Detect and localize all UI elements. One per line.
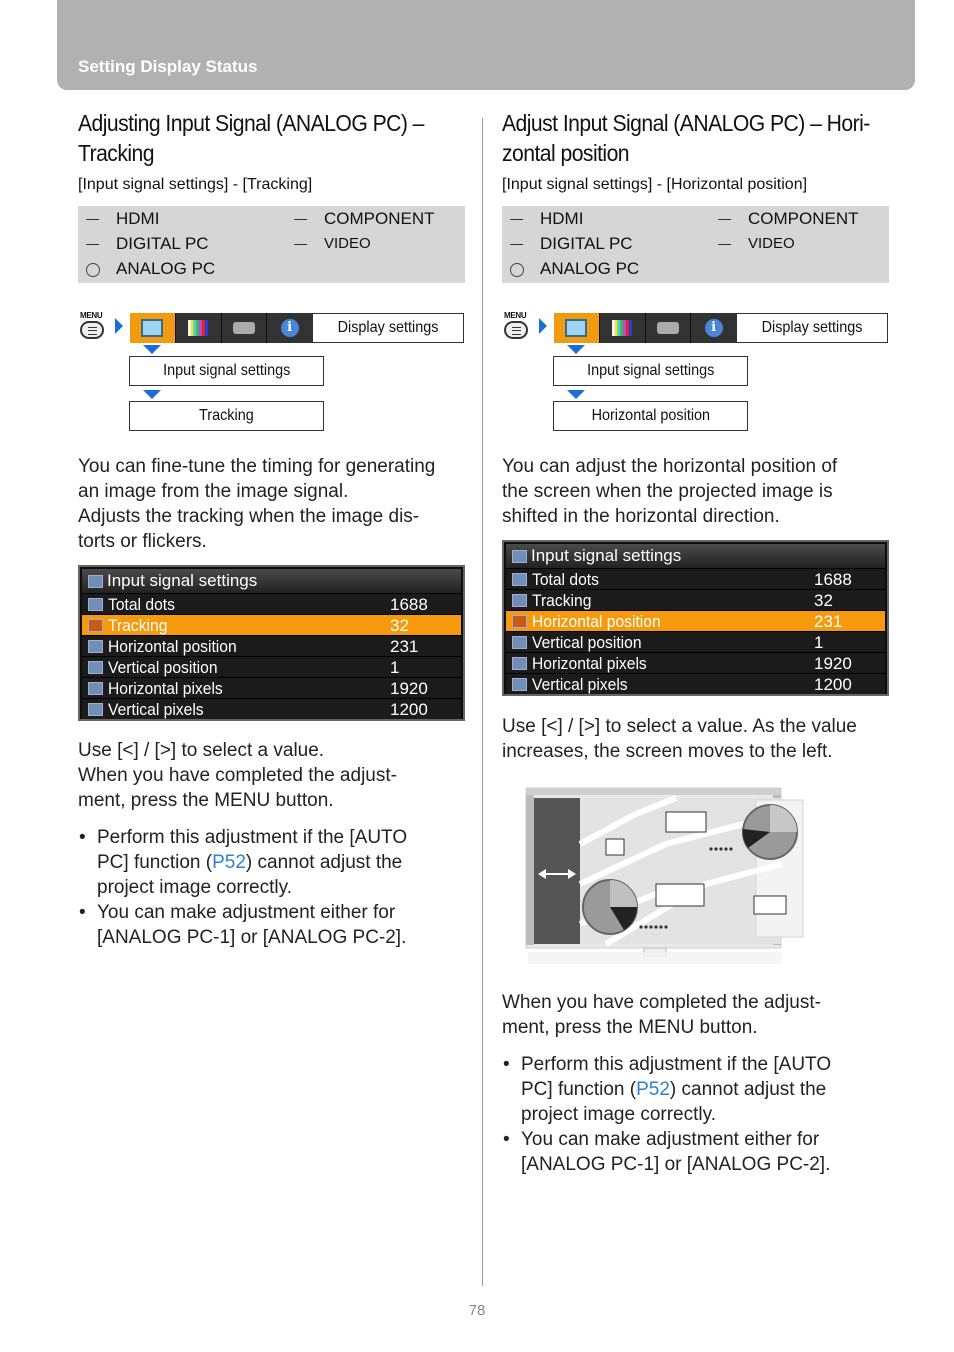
row-icon <box>88 619 103 632</box>
display-settings-label: Display settings <box>312 313 464 343</box>
notes-list <box>78 825 465 950</box>
menu-path: [Input signal settings] - [Tracking] <box>78 176 313 193</box>
tab-display-settings <box>130 313 176 343</box>
color-bars-icon <box>612 320 632 336</box>
row-icon <box>88 703 103 716</box>
arrow-right-icon <box>115 318 123 334</box>
row-icon <box>512 594 527 607</box>
tab-information <box>267 313 313 343</box>
tab-display-settings <box>554 313 600 343</box>
row-icon <box>88 682 103 695</box>
tab-image-adjustment <box>176 313 222 343</box>
osd-title: Input signal settings <box>82 569 461 593</box>
notes-list <box>502 1052 889 1177</box>
input-signal-settings-label: Input signal settings <box>553 356 748 386</box>
page-number: 78 <box>468 1302 486 1319</box>
right-heading <box>502 108 888 168</box>
right-column <box>502 108 889 1177</box>
projector-icon <box>233 322 255 334</box>
use-value-paragraph: Use [<] / [>] to select a value. As the value increases, the screen moves to the left. <box>502 716 857 762</box>
info-icon: i <box>281 319 299 337</box>
osd-row: Vertical pixels 1200 <box>506 673 885 694</box>
osd-input-signal-settings <box>78 565 465 721</box>
menu-button-name: MENU <box>214 790 271 811</box>
intro-paragraph: You can adjust the horizontal position of the screen when the projected image is shifted in the horizontal direction. <box>502 456 838 527</box>
osd-row: Horizontal pixels 1920 <box>506 652 885 673</box>
tab-install-settings <box>222 313 268 343</box>
menu-navigation-diagram <box>78 283 465 433</box>
menu-navigation-diagram <box>502 283 889 433</box>
osd-row: Vertical pixels 1200 <box>82 698 461 719</box>
heading-line: Tracking <box>78 140 154 166</box>
info-icon: i <box>705 319 723 337</box>
header-bar <box>57 0 915 90</box>
section-title: Setting Display Status <box>78 57 258 76</box>
row-icon <box>512 636 527 649</box>
instruction-paragraph: Use [<] / [>] to select a value. When you have completed the adjust- ment, press the MENU button. <box>78 740 397 811</box>
row-icon <box>512 615 527 628</box>
menu-button-icon: MENU <box>502 311 530 341</box>
osd-title: Input signal settings <box>506 544 885 568</box>
projector-icon <box>657 322 679 334</box>
note-item: • You can make adjustment either for [ANALOG PC-1] or [ANALOG PC-2]. <box>502 1127 889 1177</box>
monitor-icon <box>141 319 163 337</box>
menu-tab-strip <box>130 313 313 343</box>
tab-image-adjustment <box>600 313 646 343</box>
heading-line: Adjust Input Signal (ANALOG PC) – Hori- <box>502 110 870 136</box>
osd-row: Vertical position 1 <box>506 631 885 652</box>
arrow-down-icon <box>567 390 585 399</box>
horizontal-position-label: Horizontal position <box>553 401 748 431</box>
signal-availability-box: HDMI DIGITAL PC ANALOG PC COMPONENT VIDEO <box>502 206 889 283</box>
color-bars-icon <box>188 320 208 336</box>
row-icon <box>88 640 103 653</box>
arrow-down-icon <box>143 390 161 399</box>
osd-row: Tracking 32 <box>506 589 885 610</box>
page-link-p52[interactable]: P52 <box>212 852 246 873</box>
menu-tab-strip <box>554 313 737 343</box>
page-link-p52[interactable]: P52 <box>636 1079 670 1100</box>
row-icon <box>88 661 103 674</box>
osd-input-signal-settings <box>502 540 889 696</box>
menu-button-name: MENU <box>638 1017 695 1038</box>
note-item: • You can make adjustment either for [ANALOG PC-1] or [ANALOG PC-2]. <box>78 900 465 950</box>
osd-row: Total dots 1688 <box>506 568 885 589</box>
tracking-label: Tracking <box>129 401 324 431</box>
left-heading <box>78 108 464 168</box>
tab-information <box>691 313 737 343</box>
menu-button-icon: MENU <box>78 311 106 341</box>
instruction-paragraph: When you have completed the adjust- ment, press the MENU button. <box>502 992 821 1038</box>
row-icon <box>88 598 103 611</box>
arrow-down-icon <box>143 345 161 354</box>
tab-install-settings <box>646 313 692 343</box>
column-divider <box>482 118 483 1286</box>
arrow-right-icon <box>539 318 547 334</box>
horizontal-shift-illustration <box>516 784 816 974</box>
menu-path: [Input signal settings] - [Horizontal position] <box>502 176 808 193</box>
display-settings-label: Display settings <box>736 313 888 343</box>
osd-row: Horizontal position 231 <box>82 635 461 656</box>
row-icon <box>512 657 527 670</box>
note-item: • Perform this adjustment if the [AUTO PC] function (P52) cannot adjust the project image correctly. <box>78 825 465 900</box>
input-signal-settings-label: Input signal settings <box>129 356 324 386</box>
osd-row: Vertical position 1 <box>82 656 461 677</box>
heading-line: zontal position <box>502 140 630 166</box>
osd-row-selected: Horizontal position 231 <box>506 610 885 631</box>
settings-icon <box>88 575 103 588</box>
osd-row: Total dots 1688 <box>82 593 461 614</box>
row-icon <box>512 678 527 691</box>
heading-line: Adjusting Input Signal (ANALOG PC) – <box>78 110 424 136</box>
arrow-down-icon <box>567 345 585 354</box>
row-icon <box>512 573 527 586</box>
osd-row: Horizontal pixels 1920 <box>82 677 461 698</box>
note-item: • Perform this adjustment if the [AUTO PC] function (P52) cannot adjust the project image correctly. <box>502 1052 889 1127</box>
settings-icon <box>512 550 527 563</box>
signal-availability-box: HDMI DIGITAL PC ANALOG PC COMPONENT VIDEO <box>78 206 465 283</box>
monitor-icon <box>565 319 587 337</box>
left-column <box>78 108 465 950</box>
intro-paragraph: You can fine-tune the timing for generating an image from the image signal. Adjusts the tracking when the image dis- torts or flickers. <box>78 456 436 552</box>
osd-row-selected: Tracking 32 <box>82 614 461 635</box>
